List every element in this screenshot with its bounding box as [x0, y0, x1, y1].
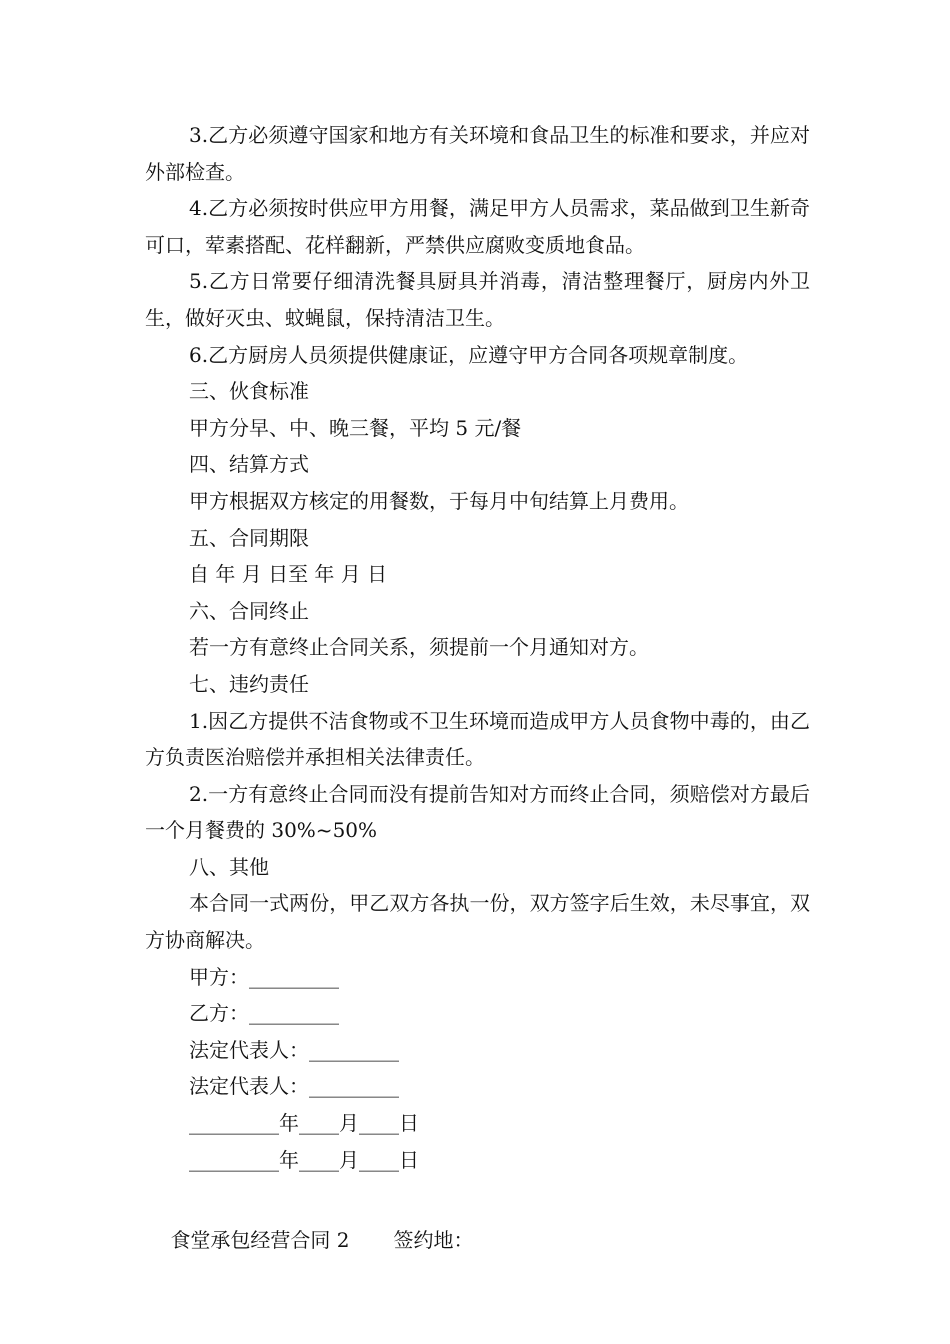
section-heading-other: 八、其他 — [189, 854, 269, 879]
signature-date-b: _________年____月____日 — [189, 1147, 419, 1172]
document-body — [145, 117, 810, 1178]
section-heading-liability: 七、违约责任 — [189, 671, 309, 696]
termination-text: 若一方有意终止合同关系，须提前一个月通知对方。 — [189, 635, 649, 660]
liability-clause-2: 2.一方有意终止合同而没有提前告知对方而终止合同，须赔偿对方最后一个月餐费的 30%~50% — [145, 781, 810, 843]
signature-legal-rep-b: 法定代表人：_________ — [189, 1074, 399, 1099]
next-contract-heading — [145, 1186, 474, 1294]
other-text: 本合同一式两份，甲乙双方各执一份，双方签字后生效，未尽事宜，双方协商解决。 — [145, 891, 810, 953]
section-heading-term: 五、合同期限 — [189, 525, 309, 550]
clause-6: 6.乙方厨房人员须提供健康证，应遵守甲方合同各项规章制度。 — [189, 342, 749, 367]
meal-standard-text: 甲方分早、中、晚三餐，平均 5 元/餐 — [189, 415, 522, 440]
settlement-text: 甲方根据双方核定的用餐数，于每月中旬结算上月费用。 — [189, 488, 689, 513]
clause-4: 4.乙方必须按时供应甲方用餐，满足甲方人员需求，菜品做到卫生新奇可口，荤素搭配、花样翻新，严禁供应腐败变质地食品。 — [145, 196, 810, 257]
signature-party-a: 甲方：_________ — [189, 964, 339, 989]
section-heading-termination: 六、合同终止 — [189, 598, 309, 623]
section-heading-meal-standard: 三、伙食标准 — [189, 379, 309, 404]
liability-clause-1: 1.因乙方提供不洁食物或不卫生环境而造成甲方人员食物中毒的，由乙方负责医治赔偿并承担相关法律责任。 — [145, 708, 810, 770]
signature-party-b: 乙方：_________ — [189, 1001, 339, 1026]
term-text: 自 年 月 日至 年 月 日 — [189, 562, 388, 587]
sign-place-label: 签约地： — [393, 1228, 474, 1252]
clause-3: 3.乙方必须遵守国家和地方有关环境和食品卫生的标准和要求，并应对外部检查。 — [145, 123, 810, 184]
signature-date-a: _________年____月____日 — [189, 1111, 419, 1136]
clause-5: 5.乙方日常要仔细清洗餐具厨具并消毒，清洁整理餐厅，厨房内外卫生，做好灭虫、蚊蝇鼠，保持清洁卫生。 — [145, 269, 810, 330]
next-contract-title: 食堂承包经营合同 2 — [170, 1228, 350, 1252]
signature-legal-rep-a: 法定代表人：_________ — [189, 1037, 399, 1062]
section-heading-settlement: 四、结算方式 — [189, 452, 309, 477]
